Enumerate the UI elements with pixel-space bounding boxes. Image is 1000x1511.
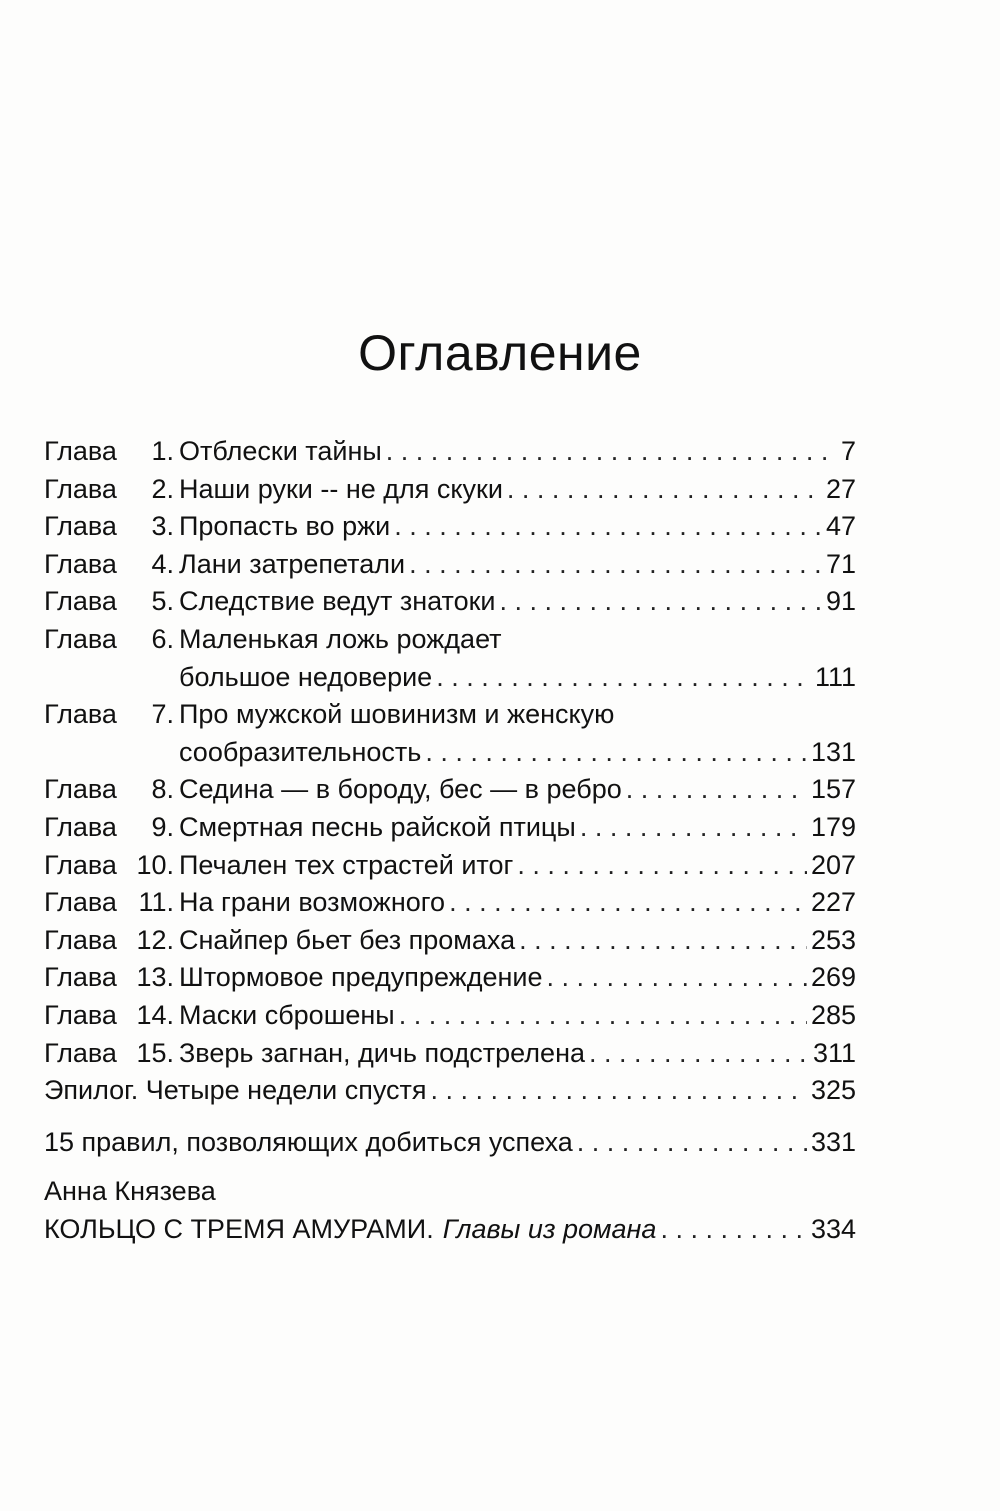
- chapter-title: Маски сброшены: [179, 999, 395, 1030]
- chapter-label: Глава: [44, 436, 117, 466]
- leader-dots: [449, 884, 807, 922]
- chapter-label: Глава: [44, 473, 117, 504]
- chapter-number: 13.: [136, 962, 174, 993]
- chapter-number: 6.: [151, 623, 174, 654]
- chapter-title: Отблески тайны: [179, 436, 382, 466]
- page-number: 334: [810, 1213, 856, 1244]
- chapter-number: 8.: [151, 774, 174, 805]
- leader-dots: [394, 508, 822, 546]
- chapter-title: Зверь загнан, дичь подстрелена: [179, 1037, 586, 1068]
- chapter-number: 5.: [151, 586, 174, 617]
- leader-dots: [409, 546, 822, 584]
- chapter-number: 9.: [151, 811, 174, 842]
- page-number: 285: [810, 999, 856, 1030]
- toc-entry-chapter-4: [44, 546, 856, 584]
- epilogue-title: Эпилог. Четыре недели спустя: [44, 1075, 427, 1106]
- toc-entry-chapter-2: [44, 471, 856, 509]
- chapter-label: Глава: [44, 999, 117, 1030]
- leader-dots: [547, 959, 807, 997]
- toc-entry-chapter-8: [44, 771, 856, 809]
- chapter-number: 3.: [151, 511, 174, 542]
- leader-dots: [425, 734, 807, 772]
- chapter-title-line-2: сообразительность: [179, 736, 422, 767]
- chapter-number: 12.: [136, 924, 174, 955]
- chapter-number: 10.: [136, 849, 174, 880]
- toc-entry-chapter-5: [44, 583, 856, 621]
- chapter-number: 14.: [136, 999, 174, 1030]
- page-number: 47: [825, 511, 856, 542]
- chapter-label: Глава: [44, 849, 117, 880]
- leader-dots: [626, 771, 807, 809]
- chapter-title: На грани возможного: [179, 887, 446, 918]
- leader-dots: [399, 997, 807, 1035]
- toc-entry-chapter-3: [44, 508, 856, 546]
- spacer: [44, 1161, 856, 1173]
- chapter-title: Седина — в бороду, бес — в ребро: [179, 774, 622, 805]
- chapter-number: 11.: [138, 887, 174, 918]
- chapter-label: Глава: [44, 699, 117, 730]
- leader-dots: [517, 847, 807, 885]
- page-number: 179: [810, 811, 856, 842]
- toc-entry-bonus: [44, 1211, 856, 1249]
- page-number: 7: [840, 436, 856, 466]
- chapter-number: 2.: [151, 473, 174, 504]
- leader-dots: [660, 1211, 807, 1249]
- chapter-label: Глава: [44, 1037, 117, 1068]
- leader-dots: [589, 1035, 809, 1073]
- chapter-label: Глава: [44, 586, 117, 617]
- toc-entry-chapter-15: [44, 1035, 856, 1073]
- toc-entry-chapter-11: [44, 884, 856, 922]
- page-number: 131: [810, 736, 856, 767]
- leader-dots: [500, 583, 822, 621]
- page-number: 325: [810, 1075, 856, 1106]
- chapter-label: Глава: [44, 962, 117, 993]
- leader-dots: [431, 1072, 807, 1110]
- chapter-title-line-2: большое недоверие: [179, 661, 433, 692]
- rules-title: 15 правил, позволяющих добиться успеха: [44, 1126, 573, 1157]
- page-number: 253: [810, 924, 856, 955]
- chapter-label: Глава: [44, 774, 117, 805]
- chapter-title-line-1: Про мужской шовинизм и женскую: [179, 699, 615, 730]
- toc-entry-chapter-10: [44, 847, 856, 885]
- page-number: 207: [810, 849, 856, 880]
- page-number: 311: [812, 1037, 856, 1068]
- leader-dots: [507, 471, 822, 509]
- chapter-title: Смертная песнь райской птицы: [179, 811, 576, 842]
- chapter-title: Следствие ведут знатоки: [179, 586, 496, 617]
- chapter-title: Штормовое предупреждение: [179, 962, 543, 993]
- chapter-number: 15.: [136, 1037, 174, 1068]
- chapter-label: Глава: [44, 623, 117, 654]
- chapter-title: Печален тех страстей итог: [179, 849, 514, 880]
- chapter-title: Наши руки -- не для скуки: [179, 473, 503, 504]
- toc-entry-chapter-6-line-2: [44, 659, 856, 697]
- page-number: 157: [810, 774, 856, 805]
- leader-dots: [386, 433, 837, 471]
- chapter-title: Пропасть во ржи: [179, 511, 391, 542]
- bonus-author: Анна Князева: [44, 1176, 216, 1207]
- table-of-contents: [44, 433, 856, 1248]
- toc-entry-chapter-14: [44, 997, 856, 1035]
- chapter-label: Глава: [44, 548, 117, 579]
- toc-entry-chapter-9: [44, 809, 856, 847]
- chapter-label: Глава: [44, 511, 117, 542]
- page-number: 331: [810, 1126, 856, 1157]
- page-number: 91: [825, 586, 856, 617]
- chapter-title-line-1: Маленькая ложь рождает: [179, 623, 502, 654]
- toc-entry-rules: [44, 1124, 856, 1162]
- chapter-label: Глава: [44, 924, 117, 955]
- page-title: Оглавление: [358, 325, 642, 381]
- chapter-number: 7.: [151, 699, 174, 730]
- spacer: [44, 1110, 856, 1124]
- toc-entry-chapter-7-line-1: [44, 696, 856, 734]
- leader-dots: [519, 922, 807, 960]
- toc-entry-epilogue: [44, 1072, 856, 1110]
- toc-entry-chapter-7-line-2: [44, 734, 856, 772]
- bonus-title: КОЛЬЦО С ТРЕМЯ АМУРАМИ.: [44, 1213, 434, 1244]
- chapter-number: 1.: [151, 436, 174, 466]
- chapter-label: Глава: [44, 811, 117, 842]
- toc-entry-chapter-12: [44, 922, 856, 960]
- toc-entry-chapter-13: [44, 959, 856, 997]
- bonus-subtitle: Главы из романа: [442, 1213, 657, 1244]
- chapter-title: Снайпер бьет без промаха: [179, 924, 516, 955]
- page-number: 27: [825, 473, 856, 504]
- page-number: 269: [810, 962, 856, 993]
- leader-dots: [436, 659, 811, 697]
- bonus-author-row: [44, 1173, 856, 1211]
- page-number: 111: [814, 661, 856, 692]
- toc-entry-chapter-1: [44, 433, 856, 471]
- chapter-label: Глава: [44, 887, 117, 918]
- page-number: 227: [810, 887, 856, 918]
- leader-dots: [577, 1124, 807, 1162]
- leader-dots: [580, 809, 807, 847]
- toc-entry-chapter-6-line-1: [44, 621, 856, 659]
- chapter-number: 4.: [151, 548, 174, 579]
- page-number: 71: [825, 548, 856, 579]
- chapter-title: Лани затрепетали: [179, 548, 406, 579]
